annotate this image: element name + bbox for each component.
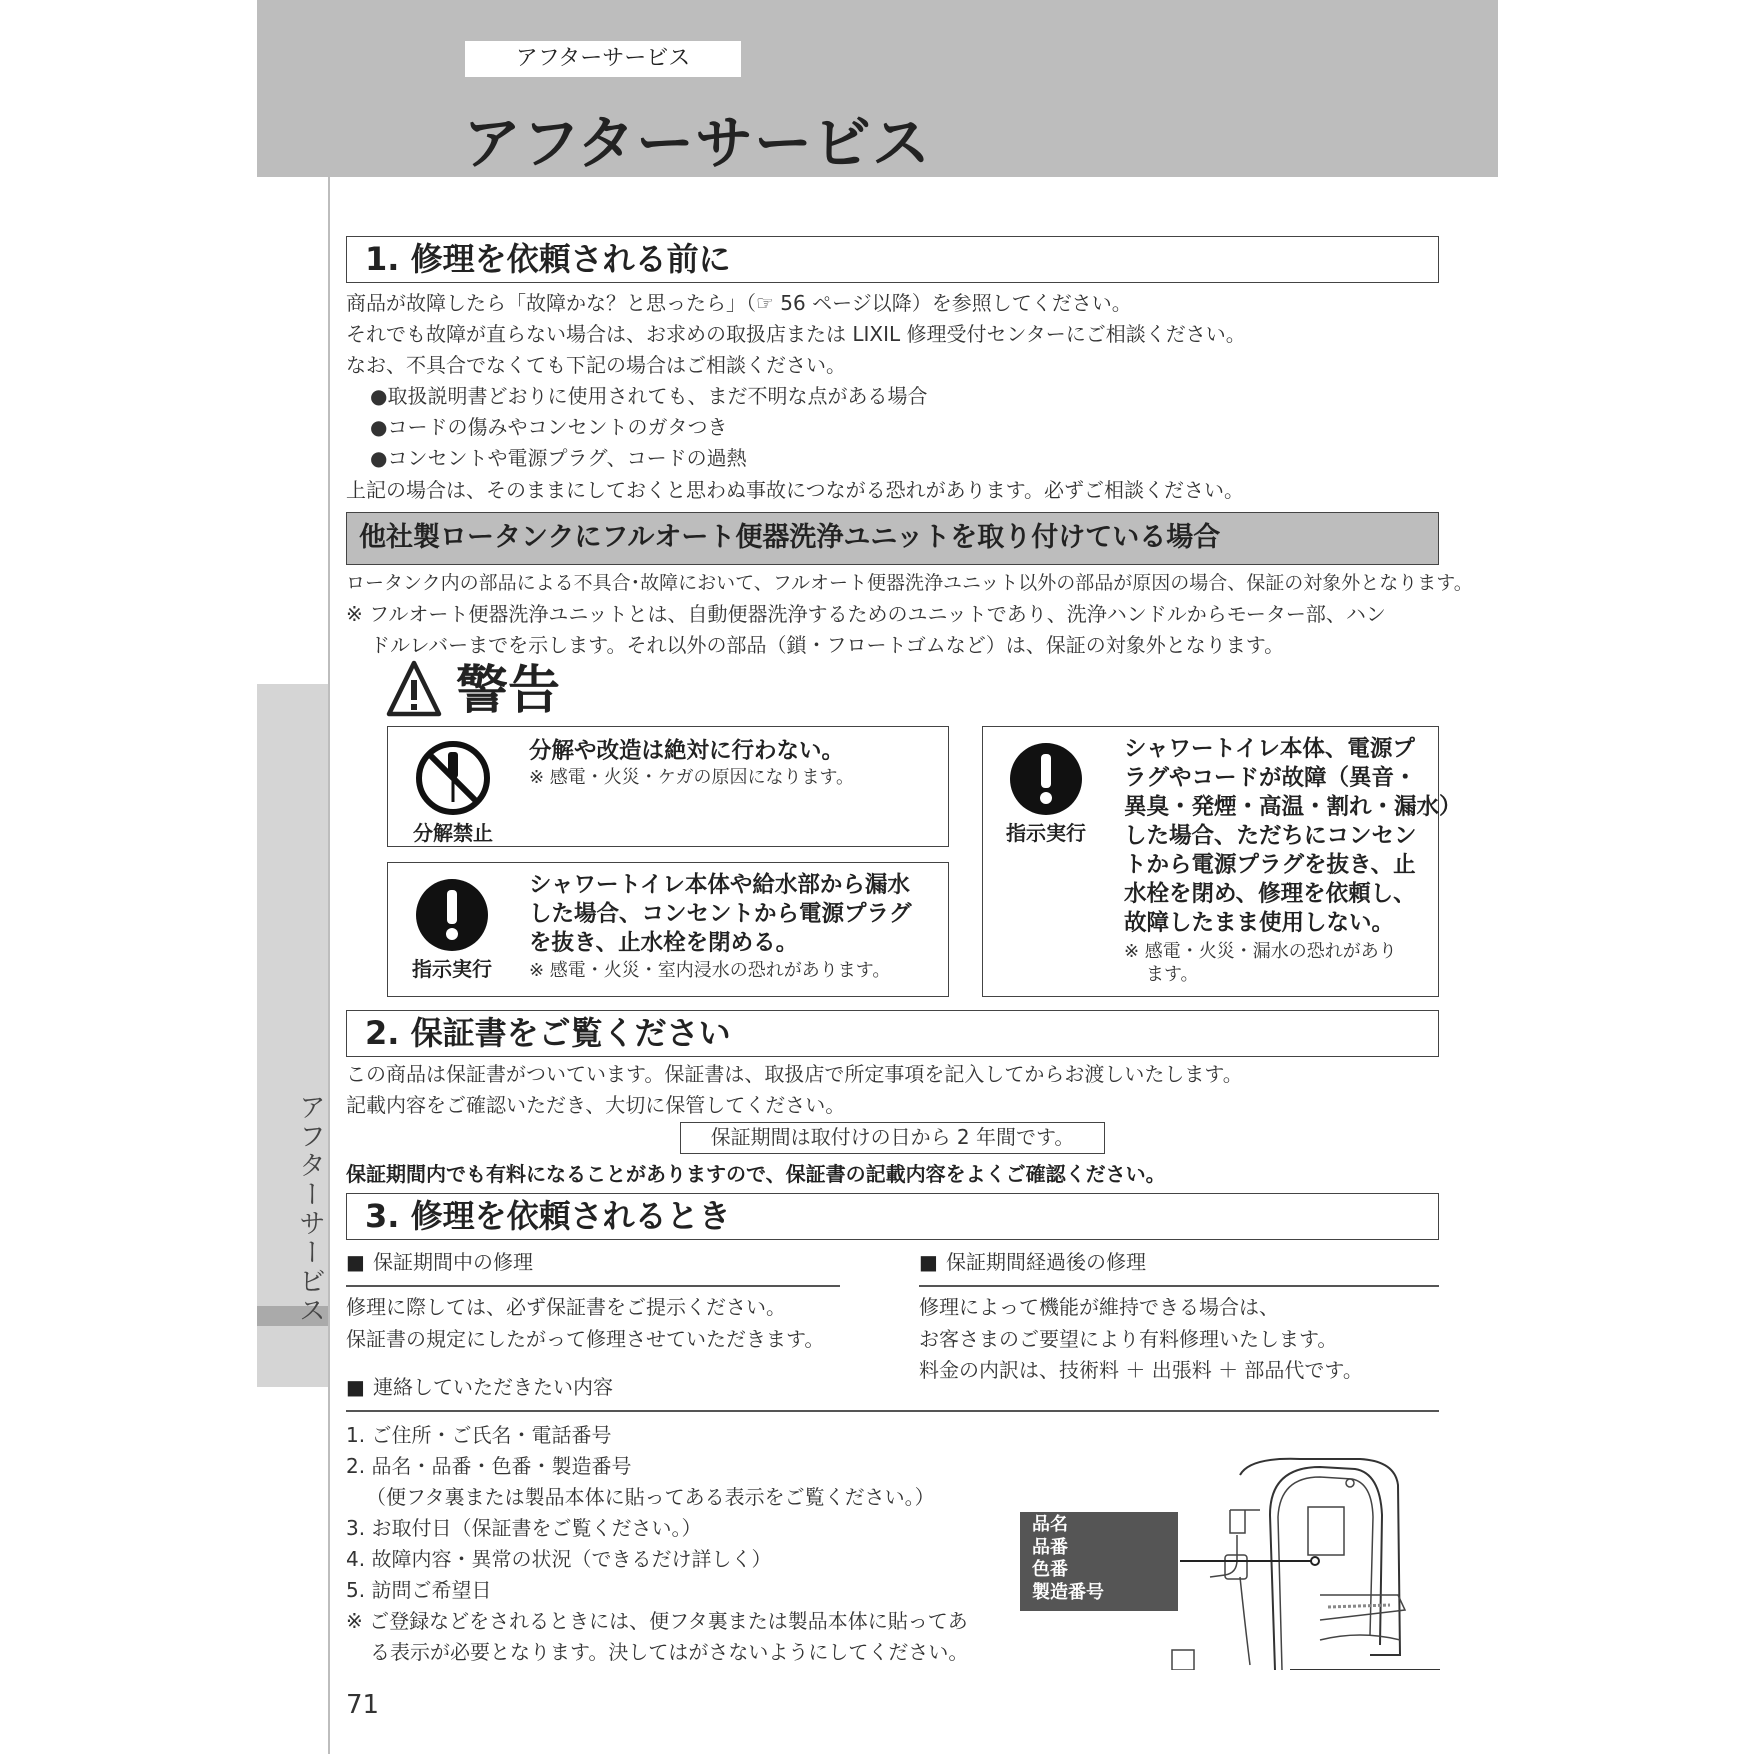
section1-line: それでも故障が直らない場合は、お求めの取扱店または LIXIL 修理受付センターにご相談ください。 (346, 322, 1246, 346)
mandatory-action-icon (1009, 742, 1083, 816)
lowtank-note: ※ フルオート便器洗浄ユニットとは、自動便器洗浄するためのユニットであり、洗浄ハンドルからモーター部、ハン (346, 602, 1386, 626)
warning-box3-main-line: シャワートイレ本体、電源プ (1124, 736, 1415, 762)
section2-bold-note: 保証期間内でも有料になることがありますので、保証書の記載内容をよくご確認ください。 (346, 1162, 1166, 1186)
section2-line: 記載内容をご確認いただき、大切に保管してください。 (346, 1093, 846, 1117)
section1-closing: 上記の場合は、そのままにしておくと思わぬ事故につながる恐れがあります。必ずご相談ください。 (346, 478, 1244, 502)
callout-line: 品番 (1032, 1536, 1068, 1558)
section3-contact-title: 連絡していただきたい内容 (373, 1375, 613, 1399)
contact-note: る表示が必要となります。決してはがさないようにしてください。 (370, 1640, 969, 1664)
contact-item: 4. 故障内容・異常の状況（できるだけ詳しく） (346, 1547, 772, 1571)
warning-box2-main-line: した場合、コンセントから電源プラグ (529, 901, 912, 927)
section1-bullet: ●取扱説明書どおりに使用されても、まだ不明な点がある場合 (370, 384, 928, 408)
divider (346, 1410, 1439, 1412)
icon-label-no-disassembly: 分解禁止 (413, 821, 493, 845)
warning-box2-main-line: シャワートイレ本体や給水部から漏水 (529, 872, 910, 898)
section3-right-line: 料金の内訳は、技術料 ＋ 出張料 ＋ 部品代です。 (919, 1358, 1363, 1382)
section3-right-line: 修理によって機能が維持できる場合は、 (919, 1295, 1279, 1319)
no-disassembly-icon (413, 738, 493, 818)
warning-box3-main-line: した場合、ただちにコンセン (1124, 823, 1417, 849)
contact-item: 1. ご住所・ご氏名・電話番号 (346, 1423, 612, 1447)
warning-box2-note: ※ 感電・火災・室内浸水の恐れがあります。 (529, 960, 891, 981)
lowtank-heading: 他社製ロータンクにフルオート便器洗浄ユニットを取り付けている場合 (346, 512, 1439, 565)
lowtank-line: ロータンク内の部品による不具合･故障において、フルオート便器洗浄ユニット以外の部品が原因の場合、保証の対象外となります。 (346, 572, 1473, 594)
contact-note: ※ ご登録などをされるときには、便フタ裏または製品本体に貼ってあ (346, 1609, 968, 1633)
section3-right-line: お客さまのご要望により有料修理いたします。 (919, 1327, 1338, 1351)
warning-box3-note: ます。 (1146, 964, 1199, 985)
lowtank-note: ドルレバーまでを示します。それ以外の部品（鎖・フロートゴムなど）は、保証の対象外となります。 (370, 633, 1285, 657)
section3-left-title: 保証期間中の修理 (373, 1250, 533, 1274)
square-bullet-icon: ■ (346, 1375, 365, 1399)
section3-heading: 3. 修理を依頼されるとき (346, 1193, 1439, 1240)
square-bullet-icon: ■ (919, 1250, 938, 1274)
section1-line: 商品が故障したら「故障かな？と思ったら」（☞ 56 ページ以降）を参照してください。 (346, 291, 1132, 315)
warning-box2-main-line: を抜き、止水栓を閉める。 (529, 930, 799, 956)
warning-box3-main-line: ラグやコードが故障（異音・ (1124, 765, 1417, 791)
contact-item: （便フタ裏または製品本体に貼ってある表示をご覧ください。） (366, 1485, 935, 1509)
contact-item: 5. 訪問ご希望日 (346, 1578, 492, 1602)
contact-item: 2. 品名・品番・色番・製造番号 (346, 1454, 632, 1478)
side-tab-label: アフターサービス (294, 1093, 325, 1325)
warning-box3-note: ※ 感電・火災・漏水の恐れがあり (1124, 941, 1397, 962)
callout-line: 製造番号 (1032, 1581, 1104, 1603)
divider (346, 1285, 840, 1287)
section1-bullet: ●コンセントや電源プラグ、コードの過熱 (370, 446, 747, 470)
section1-heading: 1. 修理を依頼される前に (346, 236, 1439, 283)
warning-box3-main-line: 故障したまま使用しない。 (1124, 910, 1395, 936)
mandatory-action-icon (415, 878, 489, 952)
warning-box3-main-line: トから電源プラグを抜き、止 (1124, 852, 1416, 878)
page-title: アフターサービス (463, 109, 931, 177)
callout-line: 色番 (1032, 1559, 1068, 1580)
section2-heading: 2. 保証書をご覧ください (346, 1010, 1439, 1057)
warning-box1-note: ※ 感電・火災・ケガの原因になります。 (529, 767, 855, 788)
section1-line: なお、不具合でなくても下記の場合はご相談ください。 (346, 353, 846, 377)
toilet-illustration (1170, 1455, 1440, 1670)
warranty-period-box: 保証期間は取付けの日から 2 年間です。 (680, 1122, 1105, 1154)
section3-left-line: 修理に際しては、必ず保証書をご提示ください。 (346, 1295, 786, 1319)
warning-box3-main-line: 異臭・発煙・高温・割れ・漏水） (1124, 794, 1462, 820)
page-number: 71 (346, 1690, 380, 1720)
icon-label-mandatory: 指示実行 (412, 957, 492, 981)
section3-right-title: 保証期間経過後の修理 (946, 1250, 1146, 1274)
square-bullet-icon: ■ (346, 1250, 365, 1274)
divider (919, 1285, 1439, 1287)
header-tag: アフターサービス (465, 41, 741, 77)
label-callout (1020, 1512, 1178, 1611)
warning-box3-main-line: 水栓を閉め、修理を依頼し、 (1124, 881, 1416, 907)
section2-line: この商品は保証書がついています。保証書は、取扱店で所定事項を記入してからお渡しいたします。 (346, 1062, 1243, 1086)
warning-title: 警告 (456, 661, 561, 721)
section1-bullet: ●コードの傷みやコンセントのガタつき (370, 415, 728, 439)
callout-line: 品名 (1032, 1514, 1068, 1535)
left-margin-rule (328, 177, 330, 1754)
warning-box1-main: 分解や改造は絶対に行わない。 (529, 738, 845, 764)
section3-left-line: 保証書の規定にしたがって修理させていただきます。 (346, 1327, 825, 1351)
warning-triangle-icon (385, 658, 443, 720)
icon-label-mandatory: 指示実行 (1006, 821, 1086, 845)
contact-item: 3. お取付日（保証書をご覧ください。） (346, 1516, 702, 1540)
